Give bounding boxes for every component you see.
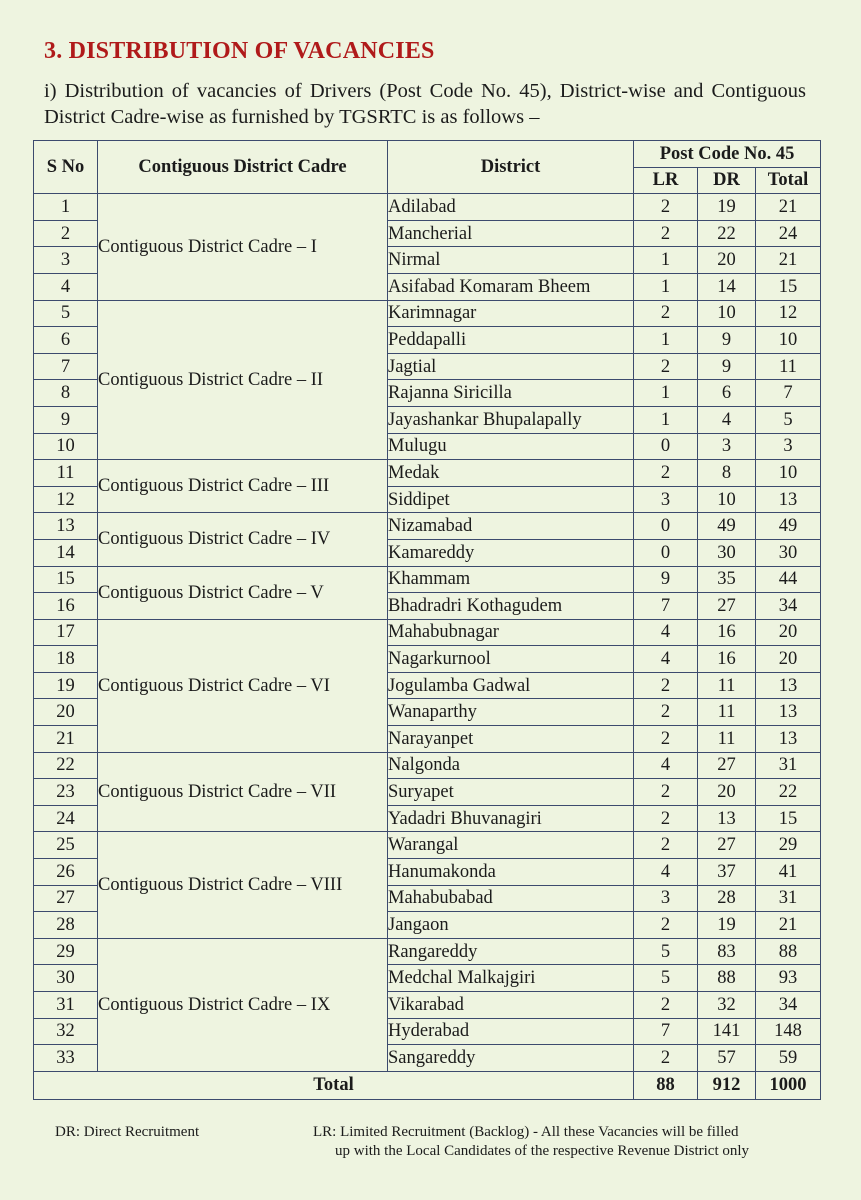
cell-cadre: Contiguous District Cadre – III	[98, 460, 388, 513]
header-post-code: Post Code No. 45	[634, 141, 821, 168]
cell-total: 44	[756, 566, 821, 593]
cell-lr: 0	[634, 433, 698, 460]
cell-total: 21	[756, 194, 821, 221]
cell-district: Sangareddy	[388, 1045, 634, 1072]
cell-total: 88	[756, 938, 821, 965]
cell-dr: 37	[698, 859, 756, 886]
cell-district: Rajanna Siricilla	[388, 380, 634, 407]
cell-dr: 27	[698, 832, 756, 859]
cell-district: Jagtial	[388, 353, 634, 380]
cell-total: 29	[756, 832, 821, 859]
cell-total: 31	[756, 885, 821, 912]
cell-dr: 49	[698, 513, 756, 540]
grand-total-label: Total	[34, 1071, 634, 1099]
cell-lr: 2	[634, 194, 698, 221]
footnote-lr	[313, 1123, 813, 1161]
cell-district: Nalgonda	[388, 752, 634, 779]
cell-lr: 1	[634, 327, 698, 354]
table-row	[34, 513, 821, 540]
cell-district: Medchal Malkajgiri	[388, 965, 634, 992]
cell-lr: 1	[634, 273, 698, 300]
cell-dr: 27	[698, 593, 756, 620]
cell-sno: 12	[34, 486, 98, 513]
header-total: Total	[756, 167, 821, 194]
cell-district: Mahabubabad	[388, 885, 634, 912]
cell-total: 20	[756, 646, 821, 673]
cell-sno: 11	[34, 460, 98, 487]
cell-total: 93	[756, 965, 821, 992]
cell-district: Yadadri Bhuvanagiri	[388, 805, 634, 832]
cell-dr: 28	[698, 885, 756, 912]
vacancy-table	[33, 140, 821, 1100]
grand-total-lr: 88	[634, 1071, 698, 1099]
cell-sno: 27	[34, 885, 98, 912]
cell-district: Narayanpet	[388, 726, 634, 753]
cell-lr: 2	[634, 726, 698, 753]
cell-total: 21	[756, 247, 821, 274]
cell-sno: 5	[34, 300, 98, 327]
cell-dr: 16	[698, 646, 756, 673]
table-row	[34, 938, 821, 965]
cell-sno: 25	[34, 832, 98, 859]
header-cadre: Contiguous District Cadre	[98, 141, 388, 194]
cell-total: 7	[756, 380, 821, 407]
cell-sno: 16	[34, 593, 98, 620]
cell-district: Karimnagar	[388, 300, 634, 327]
cell-lr: 0	[634, 539, 698, 566]
cell-total: 12	[756, 300, 821, 327]
table-row	[34, 752, 821, 779]
table-row	[34, 619, 821, 646]
cell-dr: 22	[698, 220, 756, 247]
cell-sno: 7	[34, 353, 98, 380]
cell-total: 21	[756, 912, 821, 939]
cell-lr: 4	[634, 646, 698, 673]
cell-lr: 5	[634, 938, 698, 965]
cell-lr: 9	[634, 566, 698, 593]
cell-dr: 11	[698, 699, 756, 726]
cell-dr: 20	[698, 779, 756, 806]
cell-total: 15	[756, 273, 821, 300]
cell-sno: 2	[34, 220, 98, 247]
intro-paragraph: i) Distribution of vacancies of Drivers (Post Code No. 45), District-wise and Contiguous District Cadre-wise as furnished by TGSRTC is as follows –	[44, 80, 806, 128]
cell-cadre: Contiguous District Cadre – IV	[98, 513, 388, 566]
cell-cadre: Contiguous District Cadre – II	[98, 300, 388, 460]
cell-sno: 6	[34, 327, 98, 354]
cell-total: 59	[756, 1045, 821, 1072]
table-row	[34, 194, 821, 221]
cell-dr: 83	[698, 938, 756, 965]
grand-total-dr: 912	[698, 1071, 756, 1099]
cell-total: 20	[756, 619, 821, 646]
cell-sno: 3	[34, 247, 98, 274]
footnote-dr: DR: Direct Recruitment	[55, 1124, 200, 1140]
cell-dr: 57	[698, 1045, 756, 1072]
cell-lr: 3	[634, 486, 698, 513]
cell-lr: 2	[634, 460, 698, 487]
cell-sno: 8	[34, 380, 98, 407]
cell-sno: 26	[34, 859, 98, 886]
cell-lr: 7	[634, 1018, 698, 1045]
cell-district: Wanaparthy	[388, 699, 634, 726]
cell-sno: 1	[34, 194, 98, 221]
cell-lr: 2	[634, 1045, 698, 1072]
cell-lr: 2	[634, 912, 698, 939]
cell-total: 148	[756, 1018, 821, 1045]
cell-total: 10	[756, 460, 821, 487]
table-row	[34, 832, 821, 859]
cell-dr: 30	[698, 539, 756, 566]
cell-dr: 20	[698, 247, 756, 274]
header-lr: LR	[634, 167, 698, 194]
cell-district: Jayashankar Bhupalapally	[388, 406, 634, 433]
cell-district: Nizamabad	[388, 513, 634, 540]
cell-total: 22	[756, 779, 821, 806]
cell-district: Hyderabad	[388, 1018, 634, 1045]
cell-cadre: Contiguous District Cadre – VII	[98, 752, 388, 832]
cell-dr: 35	[698, 566, 756, 593]
cell-district: Kamareddy	[388, 539, 634, 566]
cell-district: Asifabad Komaram Bheem	[388, 273, 634, 300]
cell-dr: 141	[698, 1018, 756, 1045]
cell-lr: 2	[634, 992, 698, 1019]
cell-sno: 31	[34, 992, 98, 1019]
table-row	[34, 460, 821, 487]
cell-lr: 1	[634, 406, 698, 433]
cell-sno: 14	[34, 539, 98, 566]
cell-total: 41	[756, 859, 821, 886]
cell-dr: 19	[698, 912, 756, 939]
cell-sno: 21	[34, 726, 98, 753]
cell-district: Bhadradri Kothagudem	[388, 593, 634, 620]
cell-dr: 6	[698, 380, 756, 407]
cell-sno: 15	[34, 566, 98, 593]
cell-district: Khammam	[388, 566, 634, 593]
cell-sno: 17	[34, 619, 98, 646]
cell-total: 13	[756, 672, 821, 699]
cell-lr: 2	[634, 220, 698, 247]
cell-sno: 29	[34, 938, 98, 965]
footnote-lr-line2: up with the Local Candidates of the respective Revenue District only	[335, 1143, 750, 1159]
cell-sno: 19	[34, 672, 98, 699]
cell-lr: 5	[634, 965, 698, 992]
grand-total-total: 1000	[756, 1071, 821, 1099]
header-sno: S No	[34, 141, 98, 194]
cell-lr: 4	[634, 619, 698, 646]
cell-cadre: Contiguous District Cadre – V	[98, 566, 388, 619]
cell-dr: 27	[698, 752, 756, 779]
cell-sno: 13	[34, 513, 98, 540]
cell-district: Warangal	[388, 832, 634, 859]
cell-lr: 2	[634, 805, 698, 832]
cell-total: 13	[756, 726, 821, 753]
cell-district: Medak	[388, 460, 634, 487]
header-district: District	[388, 141, 634, 194]
cell-total: 49	[756, 513, 821, 540]
cell-sno: 10	[34, 433, 98, 460]
cell-sno: 30	[34, 965, 98, 992]
cell-sno: 28	[34, 912, 98, 939]
cell-district: Rangareddy	[388, 938, 634, 965]
cell-sno: 4	[34, 273, 98, 300]
cell-cadre: Contiguous District Cadre – I	[98, 194, 388, 300]
cell-total: 11	[756, 353, 821, 380]
cell-lr: 2	[634, 300, 698, 327]
cell-sno: 18	[34, 646, 98, 673]
cell-dr: 9	[698, 327, 756, 354]
cell-district: Nirmal	[388, 247, 634, 274]
cell-dr: 9	[698, 353, 756, 380]
cell-dr: 16	[698, 619, 756, 646]
cell-dr: 19	[698, 194, 756, 221]
cell-total: 30	[756, 539, 821, 566]
footnote-lr-line1: LR: Limited Recruitment (Backlog) - All these Vacancies will be filled	[313, 1124, 739, 1140]
cell-lr: 4	[634, 859, 698, 886]
cell-dr: 14	[698, 273, 756, 300]
cell-district: Suryapet	[388, 779, 634, 806]
cell-dr: 11	[698, 672, 756, 699]
cell-sno: 33	[34, 1045, 98, 1072]
cell-district: Nagarkurnool	[388, 646, 634, 673]
cell-lr: 1	[634, 380, 698, 407]
cell-district: Vikarabad	[388, 992, 634, 1019]
cell-dr: 10	[698, 486, 756, 513]
cell-sno: 22	[34, 752, 98, 779]
cell-total: 34	[756, 593, 821, 620]
cell-district: Jangaon	[388, 912, 634, 939]
cell-dr: 11	[698, 726, 756, 753]
cell-sno: 24	[34, 805, 98, 832]
cell-cadre: Contiguous District Cadre – VIII	[98, 832, 388, 938]
cell-dr: 8	[698, 460, 756, 487]
cell-lr: 0	[634, 513, 698, 540]
cell-district: Hanumakonda	[388, 859, 634, 886]
grand-total-row	[34, 1071, 821, 1099]
cell-sno: 32	[34, 1018, 98, 1045]
cell-sno: 9	[34, 406, 98, 433]
table-row	[34, 566, 821, 593]
cell-cadre: Contiguous District Cadre – VI	[98, 619, 388, 752]
cell-lr: 2	[634, 672, 698, 699]
cell-total: 3	[756, 433, 821, 460]
cell-total: 31	[756, 752, 821, 779]
cell-dr: 4	[698, 406, 756, 433]
cell-total: 13	[756, 486, 821, 513]
cell-lr: 2	[634, 353, 698, 380]
cell-total: 24	[756, 220, 821, 247]
table-body	[34, 194, 821, 1072]
header-dr: DR	[698, 167, 756, 194]
cell-dr: 88	[698, 965, 756, 992]
cell-total: 10	[756, 327, 821, 354]
cell-lr: 2	[634, 699, 698, 726]
cell-total: 13	[756, 699, 821, 726]
cell-lr: 3	[634, 885, 698, 912]
cell-lr: 7	[634, 593, 698, 620]
table-row	[34, 300, 821, 327]
cell-sno: 20	[34, 699, 98, 726]
cell-district: Adilabad	[388, 194, 634, 221]
cell-lr: 2	[634, 779, 698, 806]
cell-lr: 1	[634, 247, 698, 274]
cell-district: Mancherial	[388, 220, 634, 247]
section-heading: 3. DISTRIBUTION OF VACANCIES	[44, 38, 435, 64]
cell-dr: 3	[698, 433, 756, 460]
cell-district: Siddipet	[388, 486, 634, 513]
cell-total: 34	[756, 992, 821, 1019]
cell-dr: 13	[698, 805, 756, 832]
cell-dr: 10	[698, 300, 756, 327]
cell-total: 15	[756, 805, 821, 832]
cell-district: Mahabubnagar	[388, 619, 634, 646]
cell-total: 5	[756, 406, 821, 433]
cell-lr: 2	[634, 832, 698, 859]
cell-district: Mulugu	[388, 433, 634, 460]
cell-district: Peddapalli	[388, 327, 634, 354]
cell-sno: 23	[34, 779, 98, 806]
cell-lr: 4	[634, 752, 698, 779]
cell-cadre: Contiguous District Cadre – IX	[98, 938, 388, 1071]
cell-dr: 32	[698, 992, 756, 1019]
cell-district: Jogulamba Gadwal	[388, 672, 634, 699]
